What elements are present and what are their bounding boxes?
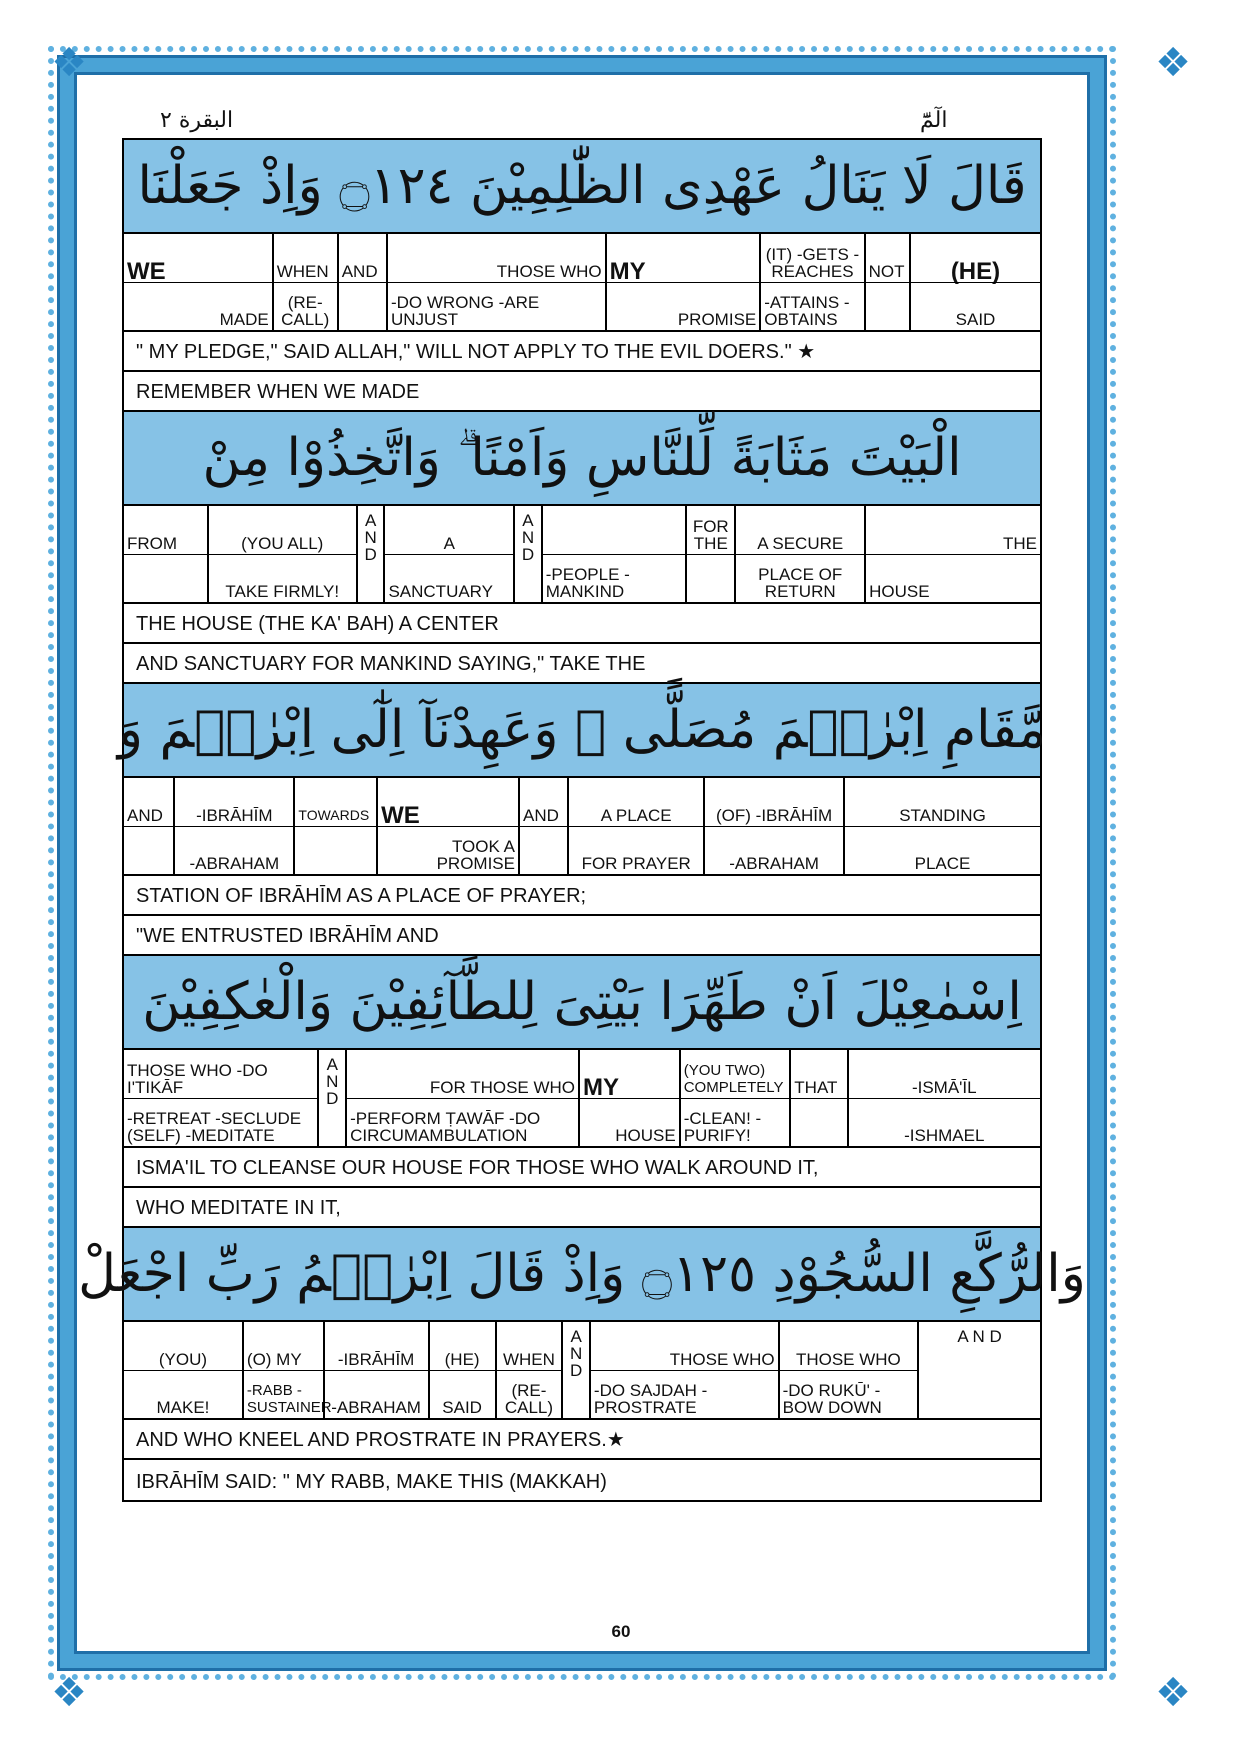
translation-line: THE HOUSE (THE KA' BAH) A CENTER (124, 604, 1040, 644)
word-col: TOWARDS (293, 778, 376, 874)
word-col: AND (124, 778, 173, 874)
word-col: WHEN (RE-CALL) (272, 234, 337, 330)
word-col: WHEN (RE-CALL) (495, 1322, 562, 1418)
word-col: THAT (789, 1050, 846, 1146)
word-col: THOSE WHO -DO RUKŪ' -BOW DOWN (778, 1322, 918, 1418)
word-col: (YOU) MAKE! (124, 1322, 242, 1418)
word-col: AND (518, 778, 567, 874)
word-col: (YOU ALL) TAKE FIRMLY! (207, 506, 356, 602)
word-table (124, 234, 1040, 332)
corner-ornament-icon: ❖ (51, 1670, 87, 1716)
word-col: (OF) -IBRĀHĪM -ABRAHAM (703, 778, 843, 874)
word-col: THOSE WHO -DO I'TIKĀF -RETREAT -SECLUDE (SELF) -MEDITATE (124, 1050, 317, 1146)
verse-block (117, 684, 1047, 956)
word-col: (IT) -GETS -REACHES -ATTAINS -OBTAINS (759, 234, 863, 330)
word-col: AND (337, 234, 386, 330)
juz-header: الٓمّٓ (920, 108, 948, 133)
verse-block (78, 1228, 1086, 1500)
verse-block (124, 412, 1040, 684)
translation-line: AND WHO KNEEL AND PROSTRATE IN PRAYERS.★ (124, 1420, 1040, 1460)
word-col: MY HOUSE (578, 1050, 679, 1146)
word-col: FOR THOSE WHO -PERFORM ṬAWĀF -DO CIRCUMAMBULATION (345, 1050, 578, 1146)
translation-line: STATION OF IBRĀHĪM AS A PLACE OF PRAYER; (124, 876, 1040, 916)
word-table (124, 778, 1040, 876)
translation-line: AND SANCTUARY FOR MANKIND SAYING," TAKE THE (124, 644, 1040, 684)
word-col: THE HOUSE (864, 506, 1040, 602)
word-col: NOT (864, 234, 909, 330)
arabic-verse: اِسْمٰعِيْلَ اَنْ طَهِّرَا بَيْتِىَ لِلطَّآئِفِيْنَ وَالْعٰكِفِيْنَ (124, 956, 1040, 1050)
translation-line: "WE ENTRUSTED IBRĀHĪM AND (124, 916, 1040, 956)
word-col: (HE) SAID (909, 234, 1040, 330)
word-col: -PEOPLE -MANKIND (541, 506, 685, 602)
verse-block (124, 956, 1040, 1228)
page-number: 60 (611, 1622, 631, 1641)
word-col: -IBRĀHĪM -ABRAHAM (173, 778, 293, 874)
translation-line: WHO MEDITATE IN IT, (124, 1188, 1040, 1228)
word-col: A SECURE PLACE OF RETURN (734, 506, 864, 602)
arabic-verse: وَالرُّكَّعِ السُّجُوْدِ ۝١٢٥ وَاِذْ قَالَ اِبْرٰهٖمُ رَبِّ اجْعَلْ (124, 1228, 1040, 1322)
word-col: THOSE WHO -DO SAJDAH -PROSTRATE (589, 1322, 778, 1418)
word-table (124, 1322, 1040, 1420)
word-col: A N D (356, 506, 384, 602)
translation-line: " MY PLEDGE," SAID ALLAH," WILL NOT APPLY TO THE EVIL DOERS." ★ (124, 332, 1040, 372)
surah-header: البقرة ٢ (160, 108, 234, 133)
word-col: FOR THE (685, 506, 734, 602)
word-col: A N D (513, 506, 541, 602)
word-col: THOSE WHO -DO WRONG -ARE UNJUST (386, 234, 605, 330)
word-col: (O) MY -RABB -SUSTAINER (242, 1322, 323, 1418)
word-col: A N D (561, 1322, 589, 1418)
word-col: STANDING PLACE (843, 778, 1040, 874)
word-col: (YOU TWO) COMPLETELY -CLEAN! -PURIFY! (679, 1050, 790, 1146)
word-col: -IBRĀHĪM -ABRAHAM (323, 1322, 428, 1418)
word-col: WE TOOK A PROMISE (376, 778, 518, 874)
word-col: MY PROMISE (605, 234, 760, 330)
page-content (78, 138, 1086, 1502)
word-col: A PLACE FOR PRAYER (567, 778, 703, 874)
verse-block (124, 140, 1040, 412)
arabic-verse: قَالَ لَا يَنَالُ عَهْدِى الظّٰلِمِيْنَ ۝١٢٤ وَاِذْ جَعَلْنَا (124, 140, 1040, 234)
translation-line: REMEMBER WHEN WE MADE (124, 372, 1040, 412)
translation-line: IBRĀHĪM SAID: " MY RABB, MAKE THIS (MAKKAH) (136, 1471, 607, 1493)
word-col: (HE) SAID (428, 1322, 495, 1418)
word-table (124, 1050, 1040, 1148)
word-col: A N D (317, 1050, 345, 1146)
word-col: FROM (124, 506, 207, 602)
corner-ornament-icon: ❖ (1155, 40, 1191, 86)
word-table (124, 506, 1040, 604)
word-col: A N D (917, 1322, 1040, 1418)
translation-line: ISMA'IL TO CLEANSE OUR HOUSE FOR THOSE WHO WALK AROUND IT, (124, 1148, 1040, 1188)
word-col: A SANCTUARY (383, 506, 513, 602)
word-col: -ISMĀ'ĪL -ISHMAEL (847, 1050, 1040, 1146)
word-col: WE MADE (124, 234, 272, 330)
corner-ornament-icon: ❖ (51, 40, 87, 86)
arabic-verse: الْبَيْتَ مَثَابَةً لِّلنَّاسِ وَاَمْنًا ۗ وَاتَّخِذُوْا مِنْ (124, 412, 1040, 506)
arabic-verse: مَّقَامِ اِبْرٰهٖمَ مُصَلًّى ۗ وَعَهِدْنَآ اِلٰٓى اِبْرٰهٖمَ وَ (124, 684, 1040, 778)
corner-ornament-icon: ❖ (1155, 1670, 1191, 1716)
